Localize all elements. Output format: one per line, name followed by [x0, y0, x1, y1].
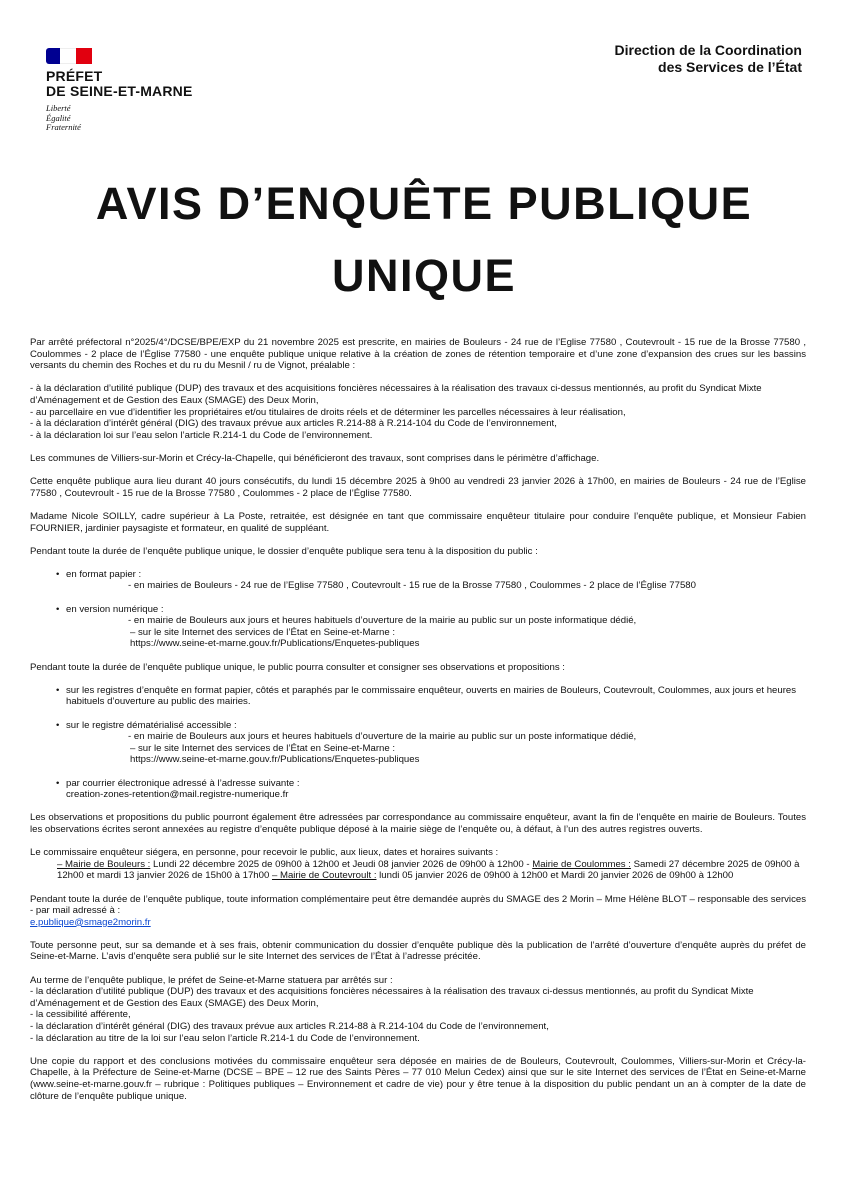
communication-paragraph: Toute personne peut, sur sa demande et à ses frais, obtenir communication du dossier d’enquête publique dès la publication de l’arrêté d’ouverture d’enquête auprès du préfet de Seine-et-Marne. L’avis d’enquête sera publié sur le site Internet des services de l’État à l’adresse précitée. [30, 939, 806, 963]
dossier-intro: Pendant toute la durée de l’enquête publique unique, le dossier d’enquête publique sera tenu à la disposition du public : [30, 545, 538, 557]
demat-url: https://www.seine-et-marne.gouv.fr/Publications/Enquetes-publiques [130, 754, 420, 766]
permanences [30, 847, 806, 882]
direction-line1: Direction de la Coordination [614, 42, 802, 58]
coulommes-label: Mairie de Coulommes : [532, 858, 631, 870]
bullet-papier: • en format papier : [56, 569, 806, 581]
info-email-link[interactable]: e.publique@smage2morin.fr [30, 916, 151, 928]
bullet-registres: • sur les registres d’enquête en format papier, côtés et paraphés par le commissaire enquêteur, ouverts en mairies de Bouleurs, Coutevroult, Coulommes, aux jours et heures habituels d’ouverture au public des mairies. [56, 685, 806, 708]
dossier-papier [56, 569, 806, 592]
bullet-courriel: • par courrier électronique adressé à l’adresse suivante : [56, 778, 806, 790]
motto-fraternite: Fraternité [46, 122, 81, 132]
issuing-direction [615, 42, 802, 76]
prefet-logo [46, 48, 193, 133]
terme-intro: Au terme de l’enquête publique, le préfet de Seine-et-Marne statuera par arrêtés sur : [30, 974, 393, 986]
duree-paragraph: Cette enquête publique aura lieu durant 40 jours consécutifs, du lundi 15 décembre 2025 à 9h00 au vendredi 23 janvier 2026 à 17h00, en mairies de Bouleurs - 24 rue de l’Eglise 77580 , Coutevroult - 15 rue de la Brosse 77580 , Coulommes - 2 place de l’Église 77580. [30, 476, 806, 499]
info-paragraph: Pendant toute la durée de l’enquête publique, toute information complémentaire peut être demandée auprès du SMAGE des 2 Morin – Mme Hélène BLOT – responsable des services - par mail adressé à : [30, 893, 806, 917]
demat-line: – sur le site Internet des services de l’État en Seine-et-Marne : [130, 742, 396, 754]
prefet-line1: PRÉFET [46, 68, 103, 84]
list-item: - à la déclaration d’intérêt général (DIG) des travaux prévue aux articles R.214-88 à R.214-104 du Code de l’environnement, [30, 418, 557, 430]
title-line2: UNIQUE [331, 250, 516, 301]
observations-demat [56, 720, 806, 766]
observations-courriel [56, 778, 806, 801]
list-item: - au parcellaire en vue d’identifier les propriétaires et/ou titulaires de droits réels et de déterminer les parcelles nécessaires à leur réalisation, [30, 406, 626, 418]
prefet-line2: DE SEINE-ET-MARNE [46, 83, 193, 99]
title-line1: AVIS D’ENQUÊTE PUBLIQUE [95, 178, 753, 229]
coulommes-text: Samedi 27 décembre 2025 de 09h00 à 12h00 et mardi 13 janvier 2026 de 15h00 à 17h00 [57, 858, 800, 882]
dossier-numerique [56, 604, 806, 650]
correspondance-paragraph: Les observations et propositions du public pourront également être adressées par correspondance au commissaire enquêteur, avant la fin de l’enquête en mairie de Bouleurs. Toutes les observations écrites seront annexées au registre d’enquête publique déposé à la mairie siège de l’enquête ou, à défaut, à l’un des autres registres ouverts. [30, 812, 806, 835]
coutevroult-text: lundi 05 janvier 2026 de 09h00 à 12h00 et Mardi 20 janvier 2026 de 09h00 à 12h00 [376, 870, 734, 882]
marianne-flag-icon [46, 48, 92, 64]
notice-body [30, 337, 806, 1102]
page-title [0, 168, 848, 312]
list-item: - à la déclaration d’utilité publique (DUP) des travaux et des acquisitions foncières nécessaires à la réalisation des travaux ci-dessus mentionnés, au profit du Syndicat Mixte d’Aménagement et de Gestion des Eaux (SMAGE) des Deux Morin, [30, 383, 762, 406]
motto-liberte: Liberté [46, 103, 71, 113]
observations-registres [56, 685, 806, 708]
permanences-schedule [30, 859, 806, 882]
bouleurs-text: Lundi 22 décembre 2025 de 09h00 à 12h00 et Jeudi 08 janvier 2026 de 09h00 à 12h00 - [150, 858, 533, 870]
numerique-line: – sur le site Internet des services de l’État en Seine-et-Marne : [130, 626, 396, 638]
list-item: - la déclaration d’utilité publique (DUP) des travaux et des acquisitions foncières nécessaires à la réalisation des travaux ci-dessus mentionnés, au profit du Syndicat Mixte d’Aménagement et de Gestion des Eaux (SMAGE) des Deux Morin, [30, 986, 754, 1009]
papier-detail: - en mairies de Bouleurs - 24 rue de l’Eglise 77580 , Coutevroult - 15 rue de la Brosse 77580 , Coulommes - 2 place de l’Église 77580 [128, 580, 696, 592]
list-item: - la déclaration au titre de la loi sur l’eau selon l’article R.214-1 du Code de l’environnement. [30, 1032, 420, 1044]
info-block [30, 894, 806, 929]
list-item: - à la déclaration loi sur l’eau selon l’article R.214-1 du Code de l’environnement. [30, 429, 373, 441]
direction-line2: des Services de l’État [658, 59, 802, 75]
prealable-list [30, 383, 806, 441]
observations-intro: Pendant toute la durée de l’enquête publique unique, le public pourra consulter et consigner ses observations et propositions : [30, 661, 565, 673]
prefet-name [46, 69, 193, 99]
document-header [0, 0, 848, 150]
list-item: - la déclaration d’intérêt général (DIG) des travaux prévue aux articles R.214-88 à R.214-104 du Code de l’environnement, [30, 1021, 549, 1033]
bullet-numerique: • en version numérique : [56, 604, 806, 616]
intro-paragraph: Par arrêté préfectoral n°2025/4°/DCSE/BPE/EXP du 21 novembre 2025 est prescrite, en mairies de Bouleurs - 24 rue de l’Eglise 77580 , Coutevroult - 15 rue de la Brosse 77580 , Coulommes - 2 place de l’Église 77580 - une enquête publique unique relative à la création de zones de rétention temporaire et d’une zone d’expansion des crues sur les bassins versants du chemin des Roches et du ru du Mesnil / ru de Vignot, préalable : [30, 337, 806, 372]
republic-motto [46, 104, 193, 133]
courriel-address: creation-zones-retention@mail.registre-numerique.fr [66, 789, 289, 801]
bullet-demat: • sur le registre dématérialisé accessible : [56, 720, 806, 732]
commissaire-paragraph: Madame Nicole SOILLY, cadre supérieur à La Poste, retraitée, est désignée en tant que commissaire enquêteur titulaire pour conduire l’enquête publique, et Monsieur Fabien FOURNIER, jardinier paysagiste et formateur, en qualité de suppléant. [30, 510, 806, 534]
communes-paragraph: Les communes de Villiers-sur-Morin et Crécy-la-Chapelle, qui bénéficieront des travaux, sont comprises dans le périmètre d’affichage. [30, 452, 600, 464]
terme-block [30, 975, 806, 1045]
coutevroult-label: – Mairie de Coutevroult : [271, 870, 377, 882]
rapport-paragraph: Une copie du rapport et des conclusions motivées du commissaire enquêteur sera déposée en mairies de de Bouleurs, Coutevroult, Coulommes, Villiers-sur-Morin et Crécy-la-Chapelle, à la Préfecture de Seine-et-Marne (DCSE – BPE – 12 rue des Saints Pères – 77 010 Melun Cedex) ainsi que sur le site Internet des services de l’État en Seine-et-Marne (www.seine-et-marne.gouv.fr – rubrique : Politiques publiques – Environnement et cadre de vie) pour y être tenue à la disposition du public pendant un an à compter de la date de clôture de l’enquête publique unique. [30, 1055, 806, 1102]
demat-line: - en mairie de Bouleurs aux jours et heures habituels d’ouverture de la mairie au public sur un poste informatique dédié, [128, 731, 637, 743]
motto-egalite: Égalité [46, 112, 71, 123]
list-item: - la cessibilité afférente, [30, 1009, 131, 1021]
numerique-line: - en mairie de Bouleurs aux jours et heures habituels d’ouverture de la mairie au public sur un poste informatique dédié, [128, 615, 637, 627]
permanences-intro: Le commissaire enquêteur siégera, en personne, pour recevoir le public, aux lieux, dates et horaires suivants : [30, 847, 499, 859]
bouleurs-label: – Mairie de Bouleurs : [57, 858, 151, 870]
numerique-url: https://www.seine-et-marne.gouv.fr/Publications/Enquetes-publiques [130, 638, 420, 650]
